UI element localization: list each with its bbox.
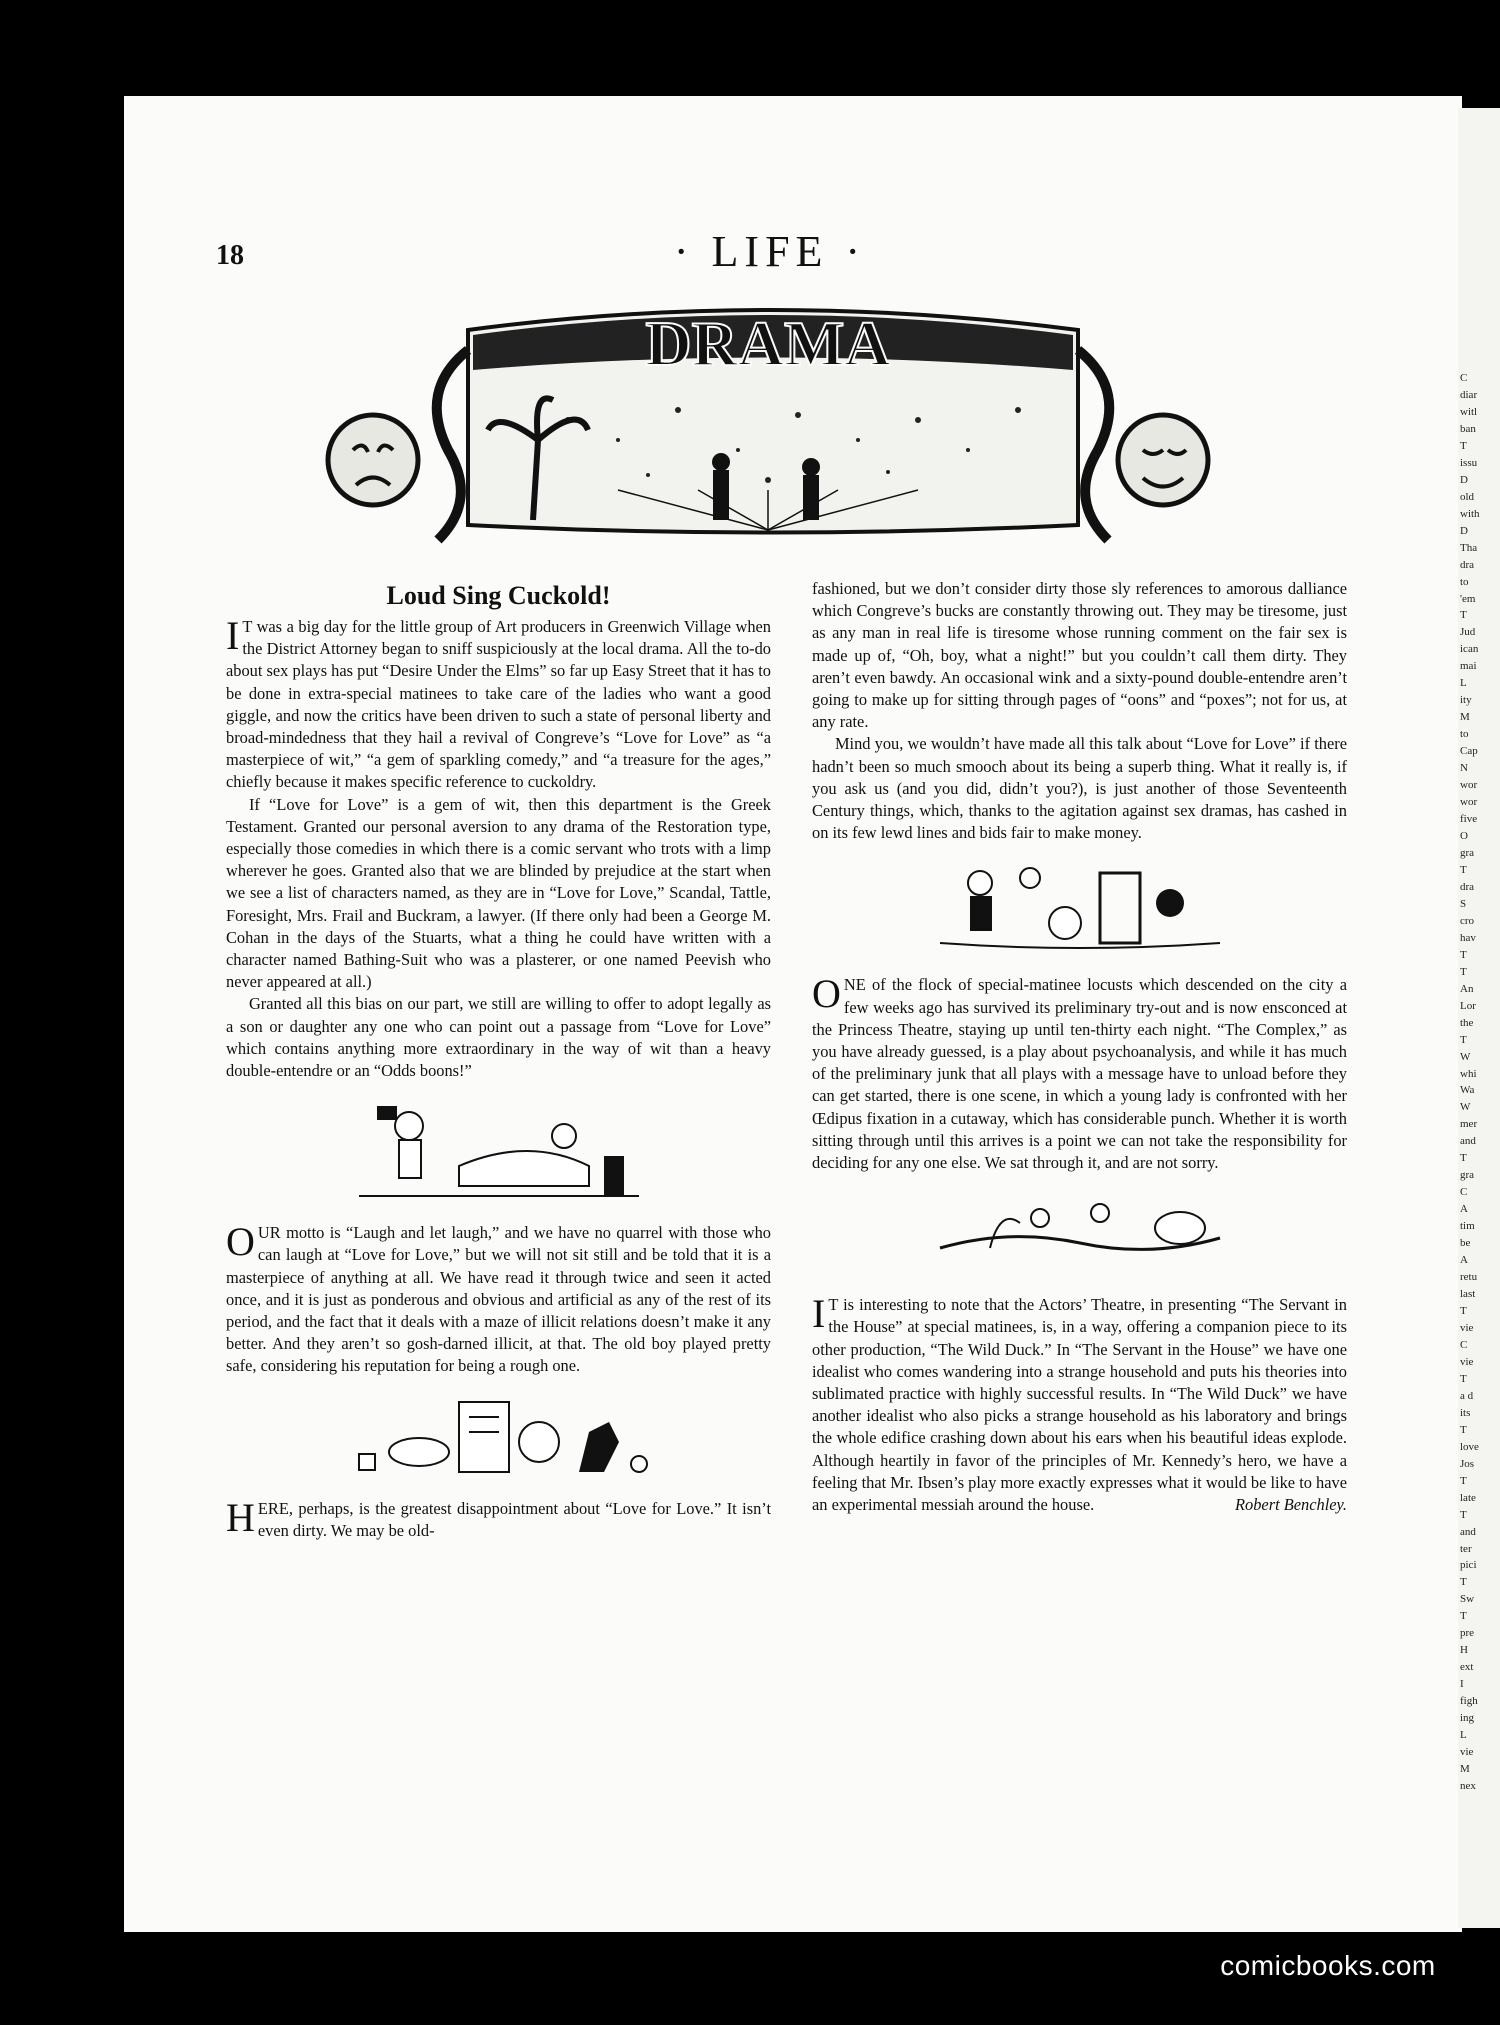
paragraph (226, 1494, 771, 1542)
adjacent-page-text-fragment: the (1460, 1016, 1474, 1029)
adjacent-page-text-fragment: T (1460, 1474, 1467, 1487)
adjacent-page-text-fragment: D (1460, 473, 1468, 486)
adjacent-page-text-fragment: Jos (1460, 1457, 1475, 1470)
paragraph: If “Love for Love” is a gem of wit, then this department is the Greek Testament. Granted our personal aversion to any drama of the Restoration type, especially those comedies in which there is a comic servant who trots with a limp wherever he goes. Granted also that we are blinded by prejudice at the start when we see a list of characters named, as they are in “Love for Love,” Scandal, Tattle, Foresight, Mrs. Frail and Buckram, a lawyer. (If there only had been a George M. Cohan in the days of the Stuarts, what a thing he could have written with a character named Bathing-Suit who was a plasterer, or one named Peevish who never appeared at all.) (226, 794, 771, 992)
adjacent-page-text-fragment: Sw (1460, 1593, 1475, 1606)
adjacent-page-text-fragment: be (1460, 1237, 1471, 1250)
adjacent-page-text-fragment: dra (1460, 558, 1475, 571)
drop-cap: H (226, 1494, 255, 1540)
paragraph-text: T was a big day for the little group of Art producers in Greenwich Village when the District Attorney began to sniff suspiciously at the local drama. All the to-do about sex plays has put “Desire Under the Elms” so far up Easy Street that it has to be done in extra-special matinees to take care of the ladies who want a good giggle, and now the critics have been driven to such a state of personal liberty and broad-mindedness that they hail a revival of Congreve’s “Love for Love” as “a masterpiece of wit,” “a gem of sparkling comedy,” and “a treasure for the ages,” chiefly because it makes specific reference to cuckoldry. (226, 617, 771, 792)
drop-cap: I (812, 1291, 826, 1337)
adjacent-page-text-fragment: mer (1460, 1118, 1478, 1131)
paragraph-text: ERE, perhaps, is the greatest disappointment about “Love for Love.” It isn’t even dirty. We may be old- (257, 1498, 771, 1540)
adjacent-page-text-fragment: W (1460, 1050, 1471, 1063)
paragraph-text: UR motto is “Laugh and let laugh,” and we have no quarrel with those who can laugh at “Love for Love,” but we will not sit still and be told that it is a masterpiece of anything at all. We have read it through twice and seen it acted once, and it is just as ponderous and obvious and artificial as any of the rest of its period, and the fact that it deals with a maze of illicit relations doesn’t make it any better. And they aren’t so gosh-darned illicit, at that. The old boy played pretty safe, considering his reputation for being a rough one. (226, 1223, 771, 1376)
adjacent-page-text-fragment: T (1460, 609, 1467, 622)
adjacent-page-text-fragment: pici (1460, 1559, 1477, 1572)
adjacent-page-text-fragment: C (1460, 372, 1468, 384)
adjacent-page-text-fragment: ing (1460, 1712, 1475, 1725)
adjacent-page-text-fragment: I (1460, 1678, 1464, 1691)
adjacent-page-text-fragment: T (1460, 439, 1467, 452)
author-signature: Robert Benchley. (1235, 1495, 1347, 1515)
adjacent-page-text-fragment: N (1460, 762, 1468, 775)
adjacent-page-text-fragment: Lor (1460, 999, 1476, 1012)
doorway-cartoon-vignette (930, 858, 1230, 958)
adjacent-page-text-fragment: Jud (1460, 626, 1476, 639)
adjacent-page-text-fragment: mai (1460, 660, 1477, 673)
adjacent-page-text-fragment: wor (1460, 796, 1478, 809)
adjacent-page-text-fragment: M (1460, 711, 1470, 724)
adjacent-page-text-fragment: gra (1460, 846, 1475, 859)
adjacent-page-text-fragment: late (1460, 1491, 1476, 1504)
adjacent-page-text-fragment: L (1460, 1729, 1467, 1742)
adjacent-page-text-fragment: last (1460, 1288, 1476, 1301)
bedroom-cartoon-vignette (349, 1096, 649, 1206)
adjacent-page-text-fragment: T (1460, 1576, 1467, 1589)
adjacent-page-text-fragment: T (1460, 1305, 1467, 1317)
adjacent-page-text-fragment: to (1460, 728, 1469, 741)
adjacent-page-text-fragment: T (1460, 1508, 1467, 1521)
adjacent-page-text-fragment: tim (1460, 1220, 1475, 1233)
adjacent-page-text-fragment: O (1460, 830, 1468, 843)
adjacent-page-text-fragment: ext (1460, 1661, 1474, 1674)
adjacent-page-text-fragment: dra (1460, 880, 1475, 893)
adjacent-page-text-fragment: ter (1460, 1542, 1472, 1555)
adjacent-page-text-fragment: T (1460, 965, 1467, 978)
adjacent-page-text-fragment: love (1460, 1440, 1479, 1453)
adjacent-page-text-fragment: C (1460, 1338, 1468, 1351)
left-column (226, 580, 771, 1542)
adjacent-page-text-fragment: S (1460, 897, 1467, 910)
adjacent-page-text-fragment: to (1460, 575, 1469, 588)
adjacent-page-text-fragment: W (1460, 1101, 1471, 1114)
adjacent-page-text-fragment: Tha (1460, 541, 1478, 554)
drop-cap: O (226, 1219, 255, 1265)
adjacent-page-text-fragment: T (1460, 1033, 1467, 1046)
paragraph: Mind you, we wouldn’t have made all this talk about “Love for Love” if there hadn’t been so much smooch about its being a superb thing. What it really is, if you ask us (and you did, didn’t you?), is just another of those Seventeenth Century things, which, thanks to the agitation against sex dramas, has cashed in on its few lewd lines and bids fair to make money. (812, 734, 1347, 843)
paragraph (812, 971, 1347, 1174)
drop-cap: O (812, 971, 841, 1017)
adjacent-page-text-fragment: a d (1460, 1389, 1474, 1402)
paragraph: fashioned, but we don’t consider dirty those sly references to amorous dalliance which Congreve’s bucks are constantly throwing out. They may be tiresome, just as any man in real life is tiresome whose running comment on the fair sex is made up of, “Oh, boy, what a night!” but you couldn’t call them dirty. They aren’t even bawdy. An occasional wink and a sixty-pound double-entendre aren’t going to make up for sitting through pages of “oons” and “poxes”; not for us, at any rate. (812, 579, 1347, 732)
adjacent-page-text-fragment: and (1460, 1525, 1476, 1538)
adjacent-page-text-fragment: T (1460, 1372, 1467, 1385)
adjacent-page-text-fragment: diar (1460, 388, 1478, 401)
adjacent-page-text-fragment: wor (1460, 779, 1478, 792)
adjacent-page-text-fragment: L (1460, 677, 1467, 690)
adjacent-page-text-fragment: vie (1460, 1355, 1474, 1368)
adjacent-page-text-fragment: cro (1460, 914, 1475, 927)
adjacent-page-text-fragment: its (1460, 1406, 1471, 1419)
paragraph: Granted all this bias on our part, we still are willing to offer to adopt legally as a son or daughter any one who can point out a passage from “Love for Love” which contains anything more extraordinary in the way of wit than a heavy double-entendre or an “Odds boons!” (226, 994, 771, 1081)
adjacent-page-text-fragment: T (1460, 1152, 1467, 1165)
adjacent-page-text-fragment: T (1460, 863, 1467, 876)
adjacent-page-text-fragment: H (1460, 1644, 1468, 1657)
adjacent-page-text-fragment: five (1460, 813, 1478, 826)
adjacent-page-text-fragment: figh (1460, 1695, 1478, 1708)
toys-cartoon-vignette (349, 1392, 649, 1482)
adjacent-page-text-fragment: gra (1460, 1169, 1475, 1182)
adjacent-page-text-fragment: D (1460, 524, 1468, 537)
adjacent-page-text-fragment: C (1460, 1186, 1468, 1199)
adjacent-page-text-fragment: with (1460, 507, 1480, 520)
adjacent-page-text-fragment: old (1460, 490, 1475, 503)
adjacent-page-text-fragment: vie (1460, 1746, 1474, 1759)
adjacent-page-text-fragment: issu (1460, 456, 1478, 469)
adjacent-page-text-fragment: hav (1460, 931, 1476, 944)
adjacent-page-text-fragment: witl (1460, 405, 1478, 418)
adjacent-page-text-fragment: T (1460, 1610, 1467, 1623)
paragraph (812, 1291, 1347, 1516)
adjacent-page-text-fragment: ican (1460, 643, 1479, 656)
drama-banner-illustration (318, 290, 1218, 580)
adjacent-page-text-fragment: A (1460, 1203, 1468, 1216)
adjacent-page-text-fragment: pre (1460, 1627, 1475, 1640)
adjacent-page-text-fragment: T (1460, 948, 1467, 961)
adjacent-page-text-fragment: Cap (1460, 745, 1478, 758)
adjacent-page-text-fragment: nex (1460, 1780, 1476, 1792)
adjacent-page-edge (1458, 108, 1500, 1928)
adjacent-page-text-fragment: Wa (1460, 1084, 1475, 1097)
dancers-cartoon-vignette (930, 1188, 1230, 1278)
paragraph (226, 1219, 771, 1377)
adjacent-page-text-fragment: whi (1460, 1067, 1477, 1080)
masthead-title: · LIFE · (673, 227, 867, 276)
watermark-banner: comicbooks.com (1178, 1937, 1478, 1995)
adjacent-page-text-fragment: retu (1460, 1271, 1478, 1284)
adjacent-page-text-fragment: A (1460, 1254, 1468, 1267)
paragraph (226, 613, 771, 794)
right-column (812, 578, 1347, 1516)
drop-cap: I (226, 613, 240, 658)
adjacent-page-text-fragment: and (1460, 1135, 1476, 1148)
adjacent-page-text-fragment: M (1460, 1763, 1470, 1776)
drama-banner-label: DRAMA (645, 308, 891, 379)
page-number: 18 (216, 240, 244, 271)
adjacent-page-text-fragment: ban (1460, 422, 1476, 435)
paragraph-text: NE of the flock of special-matinee locusts which descended on the city a few weeks ago has survived its preliminary try-out and is now ensconced at the Princess Theatre, staying up until ten-thirty each night. “The Complex,” as you have already guessed, is a play about psychoanalysis, and while it has much of the preliminary junk that all plays with a message have to unload before they can get started, there is one scene, in which a young lady is confronted with her Œdipus fixation in a cutaway, which has considerable punch. Whether it is worth sitting through until this arrives is a point we can not take the responsibility for deciding for any one else. We sat through it, and are not sorry. (812, 975, 1347, 1173)
adjacent-page-text-fragment: An (1460, 982, 1474, 995)
adjacent-page-text-fragment: vie (1460, 1321, 1474, 1334)
adjacent-page-text-fragment: ity (1460, 694, 1472, 707)
adjacent-page-text-fragment: 'em (1460, 592, 1476, 605)
article-title: Loud Sing Cuckold! (386, 581, 611, 610)
paragraph-text: T is interesting to note that the Actors’ Theatre, in presenting “The Servant in the House” at special matinees, is, in a way, offering a companion piece to its other production, “The Wild Duck.” In “The Servant in the House” we have one idealist who comes wandering into a strange household and puts his theories into sublimated practice with highly successful results. In “The Wild Duck” we have another idealist who also picks a strange household as his laboratory and brings the whole edifice crashing down about his ears when his beautiful ideas explode. Although heartily in favor of the principles of Mr. Kennedy’s hero, we have a feeling that Mr. Ibsen’s play more exactly expresses what it would be like to have an experimental messiah around the house. (812, 1295, 1347, 1515)
adjacent-page-text-fragment: T (1460, 1423, 1467, 1436)
